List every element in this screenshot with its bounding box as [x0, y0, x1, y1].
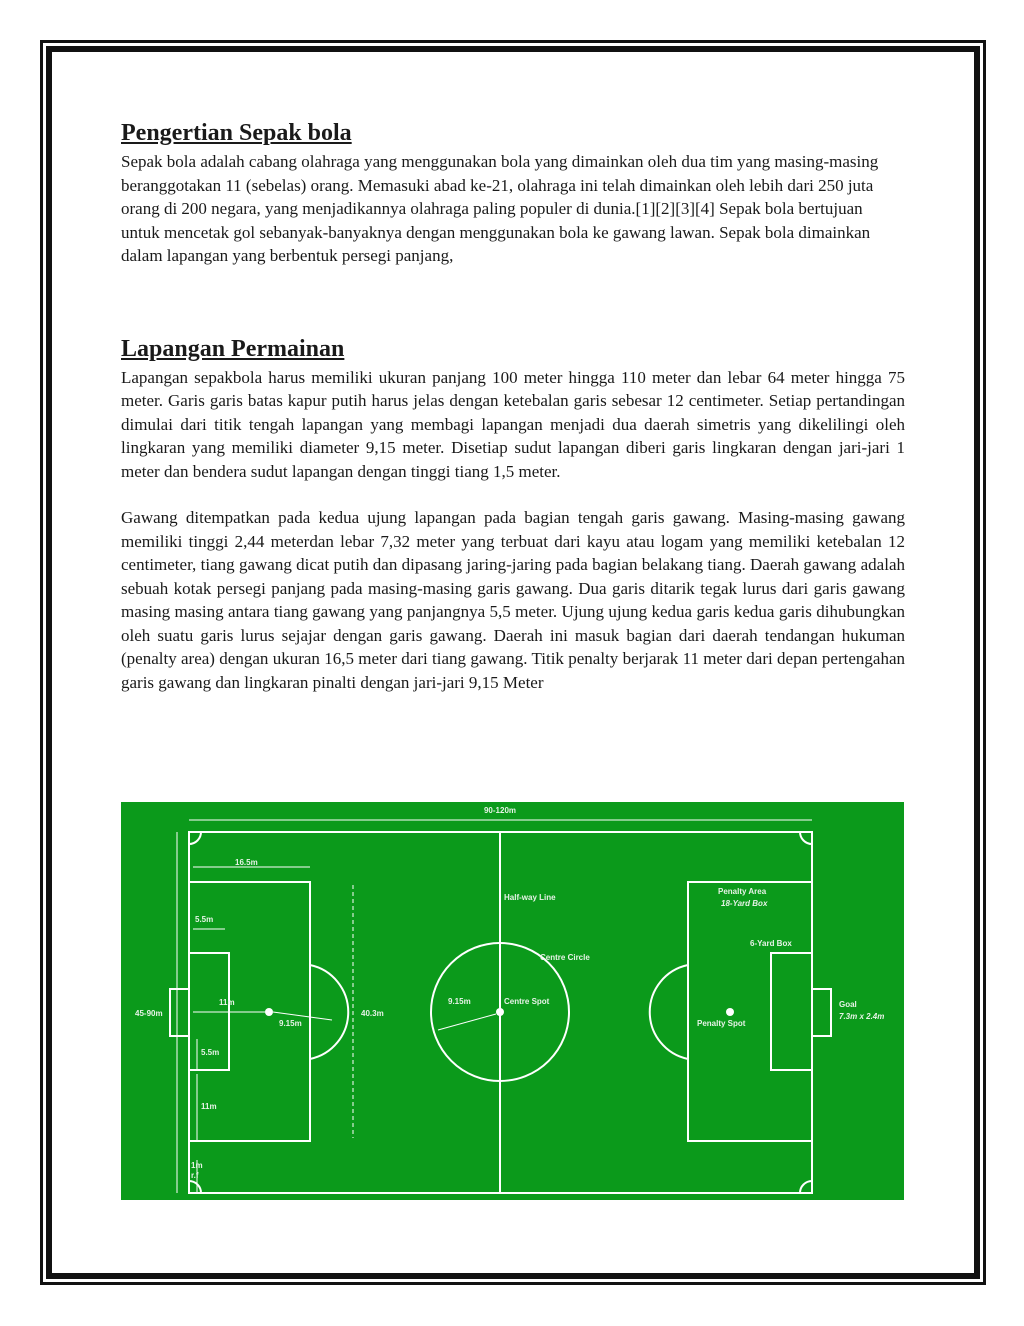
- penalty-area-label: Penalty Area: [718, 887, 767, 896]
- section-title-lapangan: Lapangan Permainan: [121, 335, 345, 362]
- centre-radius-line: [438, 1014, 496, 1030]
- section-body-pengertian: Sepak bola adalah cabang olahraga yang menggunakan bola yang dimainkan oleh dua tim yang masing-masing beranggotakan 11 (sebelas) orang. Memasuki abad ke-21, olahraga ini telah dimainkan oleh lebih dari 250 juta orang di 200 negara, yang menjadikannya olahraga paling populer di dunia.[1][2][3][4] Sepak bola bertujuan untuk mencetak gol sebanyak-banyaknya dengan menggunakan bola ke gawang lawan. Sepak bola dimainkan dalam lapangan yang berbentuk persegi panjang,: [121, 152, 879, 265]
- left-penalty-spot: [265, 1008, 273, 1016]
- centre-circle-label: Centre Circle: [540, 953, 590, 962]
- corner-arc-bl: [189, 1181, 201, 1193]
- football-field-diagram: [121, 802, 904, 1200]
- length-label: 90-120m: [483, 806, 517, 815]
- corner-radius-sublabel: r.f: [191, 1171, 199, 1180]
- corner-arc-br: [800, 1181, 812, 1193]
- six-yard-box-label: 6-Yard Box: [750, 939, 792, 948]
- left-goal: [170, 989, 189, 1036]
- right-goal: [812, 989, 831, 1036]
- penalty-spot-distance-label: 11m: [219, 998, 235, 1007]
- corner-arc-tr: [800, 832, 812, 844]
- penalty-area-sublabel: 18-Yard Box: [721, 899, 768, 908]
- section-title-pengertian: Pengertian Sepak bola: [121, 120, 352, 146]
- penalty-spot-label: Penalty Spot: [697, 1019, 746, 1028]
- document-body: [121, 118, 905, 694]
- right-penalty-box: [688, 882, 812, 1141]
- left-arc-radius-label: 9.15m: [279, 1019, 302, 1028]
- right-goal-area: [771, 953, 812, 1070]
- halfway-line-label: Half-way Line: [504, 893, 556, 902]
- goal-area-depth-label: 5.5m: [195, 915, 214, 924]
- left-penalty-arc: [310, 965, 348, 1059]
- penalty-depth-label: 16.5m: [235, 858, 258, 867]
- corner-radius-label: 1m: [191, 1161, 203, 1170]
- penalty-side-label: 11m: [201, 1102, 217, 1111]
- centre-radius-label: 9.15m: [448, 997, 471, 1006]
- right-penalty-arc: [650, 965, 688, 1059]
- dimension-lines: [177, 820, 812, 1193]
- goal-size-label: 7.3m x 2.4m: [839, 1012, 885, 1021]
- section-paragraph-lapangan-1: Lapangan sepakbola harus memiliki ukuran panjang 100 meter hingga 110 meter dan lebar 64 meter hingga 75 meter. Garis garis batas kapur putih harus jelas dengan ketebalan garis sebesar 12 centimeter. Setiap pertandingan dimulai dari titik tengah lapangan yang membagi lapangan menjadi dua daerah simetris yang dikelilingi oleh lingkaran yang memiliki diameter 9,15 meter. Disetiap sudut lapangan diberi garis lingkaran dengan jari-jari 1 meter dan bendera sudut lapangan dengan tinggi tiang 1,5 meter.: [121, 367, 905, 481]
- centre-spot-label: Centre Spot: [504, 997, 550, 1006]
- field-svg: [121, 802, 904, 1200]
- width-label: 45-90m: [135, 1009, 163, 1018]
- right-penalty-spot: [726, 1008, 734, 1016]
- goal-label: Goal: [839, 1000, 857, 1009]
- corner-arc-tl: [189, 832, 201, 844]
- section-paragraph-lapangan-2: Gawang ditempatkan pada kedua ujung lapangan pada bagian tengah garis gawang. Masing-masing gawang memiliki tinggi 2,44 meterdan lebar 7,32 meter yang terbuat dari kayu atau logam yang memiliki ketebalan 12 centimeter, tiang gawang dicat putih dan dipasang jaring-jaring pada bagian belakang tiang. Daerah gawang adalah sebuah kotak persegi panjang pada masing-masing garis gawang. Dua garis ditarik tegak lurus dari garis gawang masing masing antara tiang gawang yang panjangnya 5,5 meter. Ujung ujung kedua garis kedua garis dihubungkan oleh suatu garis lurus sejajar dengan garis gawang. Daerah ini masuk bagian dari daerah tendangan hukuman (penalty area) dengan ukuran 16,5 meter dari tiang gawang. Titik penalty berjarak 11 meter dari depan pertengahan garis gawang dan lingkaran pinalti dengan jari-jari 9,15 Meter: [121, 508, 905, 692]
- centre-spot: [496, 1008, 504, 1016]
- penalty-width-label: 40.3m: [361, 1009, 384, 1018]
- goal-area-side-label: 5.5m: [201, 1048, 220, 1057]
